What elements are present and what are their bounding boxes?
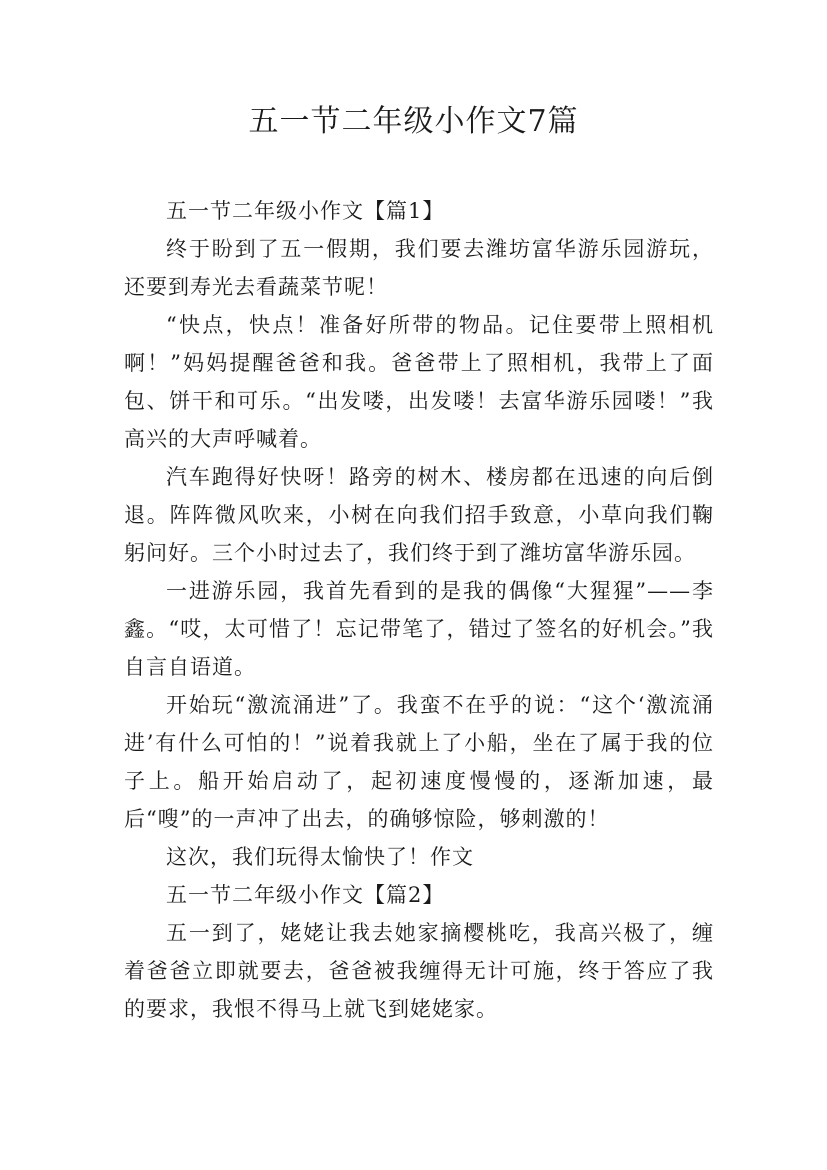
paragraph: “快点，快点！准备好所带的物品。记住要带上照相机啊！”妈妈提醒爸爸和我。爸爸带上了照相机，我带上了面包、饼干和可乐。“出发喽，出发喽！去富华游乐园喽！”我高兴的大声呼喊着。 [124,313,714,451]
section-heading-2: 五一节二年级小作文【篇2】 [166,883,445,907]
paragraph: 这次，我们玩得太愉快了！作文 [166,845,474,869]
paragraph: 开始玩“激流涌进”了。我蛮不在乎的说：“这个‘激流涌进’有什么可怕的！”说着我就上了小船，坐在了属于我的位子上。船开始启动了，起初速度慢慢的，逐渐加速，最后“嗖”的一声冲了出去，的确够惊险，够刺激的！ [124,693,714,831]
paragraph: 一进游乐园，我首先看到的是我的偶像“大猩猩”——李鑫。“哎，太可惜了！忘记带笔了，错过了签名的好机会。”我自言自语道。 [124,579,714,679]
paragraph: 终于盼到了五一假期，我们要去潍坊富华游乐园游玩，还要到寿光去看蔬菜节呢！ [124,237,714,299]
paragraph: 汽车跑得好快呀！路旁的树木、楼房都在迅速的向后倒退。阵阵微风吹来，小树在向我们招手致意，小草向我们鞠躬问好。三个小时过去了，我们终于到了潍坊富华游乐园。 [124,465,714,565]
document-body [124,192,714,1028]
document-title: 五一节二年级小作文7篇 [248,104,579,139]
section-heading-1: 五一节二年级小作文【篇1】 [166,199,445,223]
paragraph: 五一到了，姥姥让我去她家摘樱桃吃，我高兴极了，缠着爸爸立即就要去，爸爸被我缠得无计可施，终于答应了我的要求，我恨不得马上就飞到姥姥家。 [124,921,714,1021]
